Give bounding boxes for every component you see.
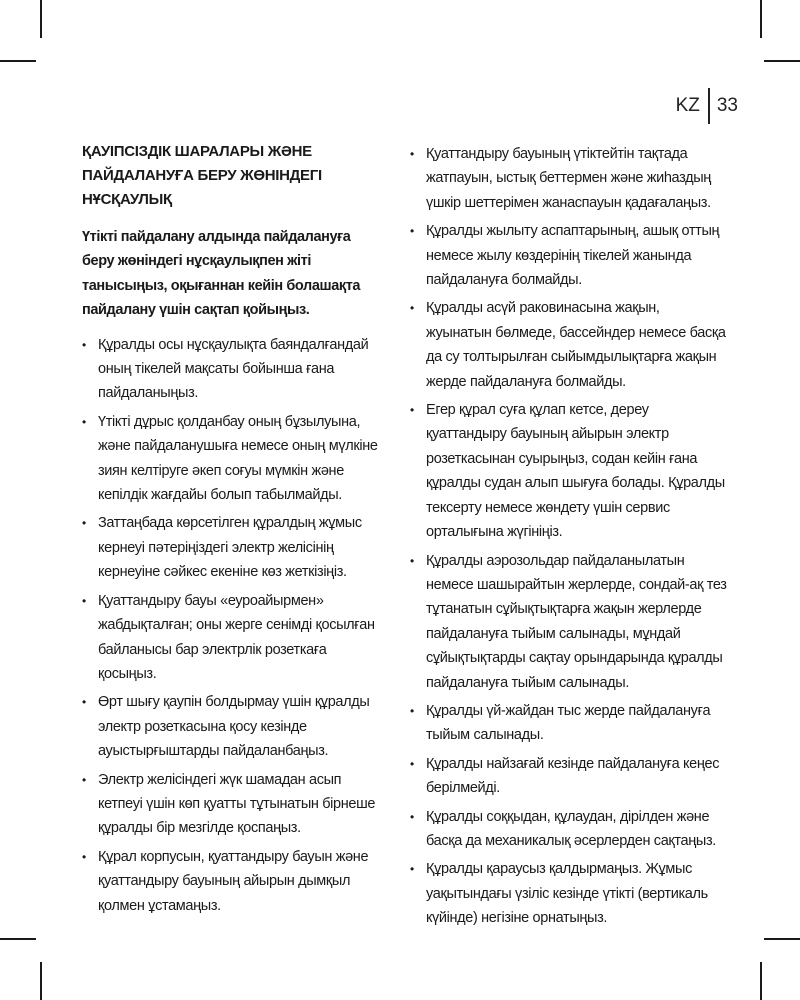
crop-mark: [40, 0, 42, 38]
page-number: 33: [716, 95, 738, 116]
bullet-icon: •: [410, 224, 414, 239]
list-item: [410, 219, 728, 292]
bullet-icon: •: [82, 337, 86, 352]
list-item-text: Құралды үй-жайдан тыс жерде пайдалануға тыйым салынады.: [426, 702, 711, 744]
bullet-icon: •: [410, 862, 414, 877]
bullet-icon: •: [82, 516, 86, 531]
bullet-icon: •: [410, 147, 414, 161]
list-item-text: Өрт шығу қаупін болдырмау үшін құралды электр розеткасына қосу кезінде ауыстырғыштарды пайдаланбаңыз.: [98, 694, 370, 760]
list-item: [410, 398, 728, 544]
bullet-icon: •: [82, 772, 86, 787]
list-item: [82, 845, 384, 918]
list-item-text: Құралды аэрозольдар пайдаланылатын немесе шашырайтын жерлерде, сондай-ақ тез тұтанатын сұйықтықтарға жақын жерлерде пайдалануға тыйым салынады, мұндай сұйықтықтарды сақтау орындарында құралды пайдалануға тыйым салынады.: [426, 552, 727, 691]
bullet-icon: •: [410, 703, 414, 718]
list-item: [410, 857, 728, 930]
crop-mark: [40, 962, 42, 1000]
intro-paragraph: Үтікті пайдалану алдында пайдалануға беру жөніндегі нұсқаулықпен жіті танысыңыз, оқығаннан кейін болашақта пайдалану үшін сақтап қойыңыз.: [82, 229, 361, 319]
list-item-text: Құрал корпусын, қуаттандыру бауын және қуаттандыру бауының айырын дымқыл қолмен ұстамаңыз.: [98, 848, 369, 914]
right-column: [410, 142, 728, 935]
language-code: KZ: [675, 95, 700, 116]
bullet-icon: •: [82, 414, 86, 429]
crop-mark: [764, 938, 800, 940]
crop-mark: [760, 962, 762, 1000]
section-title: ҚАУІПСІЗДІК ШАРАЛАРЫ ЖӘНЕ ПАЙДАЛАНУҒА БЕРУ ЖӨНІНДЕГІ НҰСҚАУЛЫҚ: [82, 143, 322, 208]
bullet-icon: •: [82, 695, 86, 710]
list-item: [82, 589, 384, 687]
list-item-text: Қуаттандыру бауының үтіктейтін тақтада жатпауын, ыстық беттермен және жиһаздың үшкір шеттерімен жанаспауын қадағалаңыз.: [426, 146, 711, 211]
list-item: [82, 511, 384, 584]
list-item: [410, 142, 728, 215]
left-bullet-list: [82, 333, 384, 918]
crop-mark: [0, 938, 36, 940]
list-item: [82, 690, 384, 763]
list-item-text: Құралды осы нұсқаулықта баяндалғандай оның тікелей мақсаты бойынша ғана пайдаланыңыз.: [98, 336, 369, 402]
list-item: [410, 296, 728, 394]
list-item: [410, 752, 728, 801]
list-item-text: Егер құрал суға құлап кетсе, дереу қуаттандыру бауының айырын электр розеткасынан суырыңыз, содан кейін ғана құралды судан алып шығуға болады. Құралды тексерту немесе жөндету үшін сервис орталығына жүгініңіз.: [426, 402, 725, 541]
list-item-text: Құралды соққыдан, құлаудан, дірілден және басқа да механикалық әсерлерден сақтаңыз.: [426, 808, 716, 849]
bullet-icon: •: [410, 301, 414, 316]
list-item-text: Құралды жылыту аспаптарының, ашық оттың немесе жылу көздерінің тікелей жанында пайдалануға болмайды.: [426, 223, 720, 289]
list-item-text: Құралды асүй раковинасына жақын, жуынатын бөлмеде, бассейндер немесе басқа да су толтырылған сыйымдылықтарға жақын жерде пайдалануға болмайды.: [426, 300, 726, 390]
list-item-text: Қуаттандыру бауы «еуроайырмен» жабдықталған; оны жерге сенімді қосылған байланысы бар электрлік розеткаға қосыңыз.: [98, 592, 375, 682]
list-item: [82, 333, 384, 406]
bullet-icon: •: [410, 403, 414, 418]
page-header: [676, 88, 738, 124]
bullet-icon: •: [82, 593, 86, 608]
list-item-text: Құралды қараусыз қалдырмаңыз. Жұмыс уақытындағы үзіліс кезінде үтікті (вертикаль күйінде) негізіне орнатыңыз.: [426, 861, 708, 927]
list-item-text: Электр желісіндегі жүк шамадан асып кетпеуі үшін көп қуатты тұтынатын бірнеше құралды бір мезгілде қоспаңыз.: [98, 771, 376, 837]
header-divider: [708, 88, 710, 124]
right-bullet-list: [410, 142, 728, 931]
bullet-icon: •: [410, 756, 414, 771]
left-column: [82, 140, 384, 922]
crop-mark: [0, 60, 36, 62]
bullet-icon: •: [82, 849, 86, 864]
bullet-icon: •: [410, 553, 414, 568]
list-item: [410, 805, 728, 854]
list-item: [82, 410, 384, 508]
bullet-icon: •: [410, 809, 414, 824]
list-item-text: Құралды найзағай кезінде пайдалануға кеңес берілмейді.: [426, 755, 720, 797]
list-item: [82, 768, 384, 841]
crop-mark: [764, 60, 800, 62]
list-item-text: Заттаңбада көрсетілген құралдың жұмыс кернеуі пәтеріңіздегі электр желісінің кернеуіне сәйкес екеніне көз жеткізіңіз.: [98, 515, 362, 581]
list-item-text: Үтікті дұрыс қолданбау оның бұзылуына, және пайдаланушыға немесе оның мүлкіне зиян келтіруге әкеп соғуы мүмкін және кепілдік жағдайы болып табылмайды.: [98, 413, 378, 504]
crop-mark: [760, 0, 762, 38]
list-item: [410, 699, 728, 748]
list-item: [410, 549, 728, 695]
